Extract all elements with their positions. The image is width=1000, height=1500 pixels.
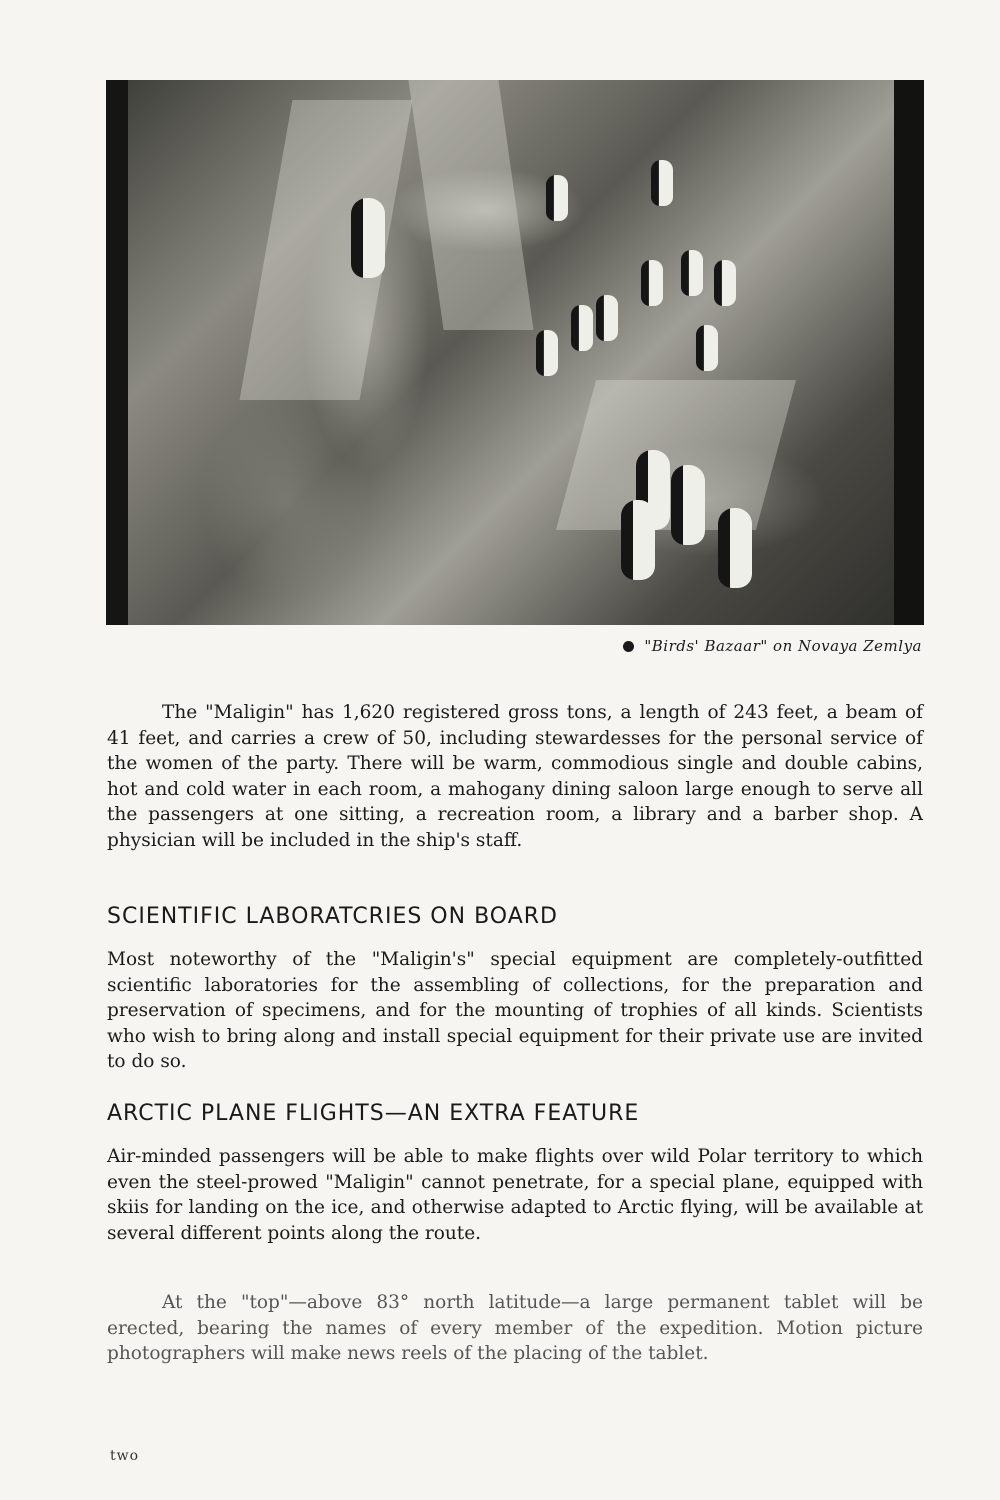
intro-paragraph: The "Maligin" has 1,620 registered gross tons, a length of 243 feet, a beam of 41 feet, and carries a crew of 50, including stewardesses for the personal service of the women of the party. There will be warm, commodious single and double cabins, hot and cold water in each room, a mahogany dining saloon large enough to serve all the passengers at one sitting, a recreation room, a library and a barber shop. A physician will be included in the ship's staff. [107, 702, 923, 851]
guillemot-bird [571, 305, 593, 351]
guillemot-bird [671, 465, 705, 545]
cliff-face [240, 100, 413, 400]
guillemot-bird [621, 500, 655, 580]
laboratories-paragraph: Most noteworthy of the "Maligin's" special equipment are completely-outfitted scientific laboratories for the assembling of collections, for the preparation and preservation of specimens, and for the mounting of trophies of all kinds. Scientists who wish to bring along and install special equipment for their private use are invited to do so. [107, 949, 923, 1073]
guillemot-bird [718, 508, 752, 588]
guillemot-bird [546, 175, 568, 221]
page-number: two [110, 1448, 140, 1464]
photo-border-right [894, 80, 924, 625]
guillemot-bird [651, 160, 673, 206]
plane-flights-paragraph: Air-minded passengers will be able to make flights over wild Polar territory to which even the steel-prowed "Maligin" cannot penetrate, for a special plane, equipped with skiis for landing on the ice, and otherwise adapted to Arctic flying, will be available at several different points along the route. [107, 1146, 923, 1244]
bird-cliff-photo [106, 80, 924, 625]
guillemot-bird [714, 260, 736, 306]
plane-flights-heading: ARCTIC PLANE FLIGHTS—AN EXTRA FEATURE [107, 1101, 640, 1126]
laboratories-heading: SCIENTIFIC LABORATCRIES ON BOARD [107, 904, 558, 929]
cliff-face [408, 80, 533, 330]
photo-caption [623, 637, 922, 655]
guillemot-bird [351, 198, 385, 278]
guillemot-bird [596, 295, 618, 341]
guillemot-bird [681, 250, 703, 296]
guillemot-bird [696, 325, 718, 371]
guillemot-bird [641, 260, 663, 306]
photo-border-left [106, 80, 128, 625]
guillemot-bird [536, 330, 558, 376]
photo-caption-text: "Birds' Bazaar" on Novaya Zemlya [644, 637, 922, 655]
tablet-paragraph: At the "top"—above 83° north latitude—a large permanent tablet will be erected, bearing the names of every member of the expedition. Motion picture photographers will make news reels of the placing of the tablet. [107, 1292, 923, 1365]
bullet-icon [623, 641, 634, 652]
